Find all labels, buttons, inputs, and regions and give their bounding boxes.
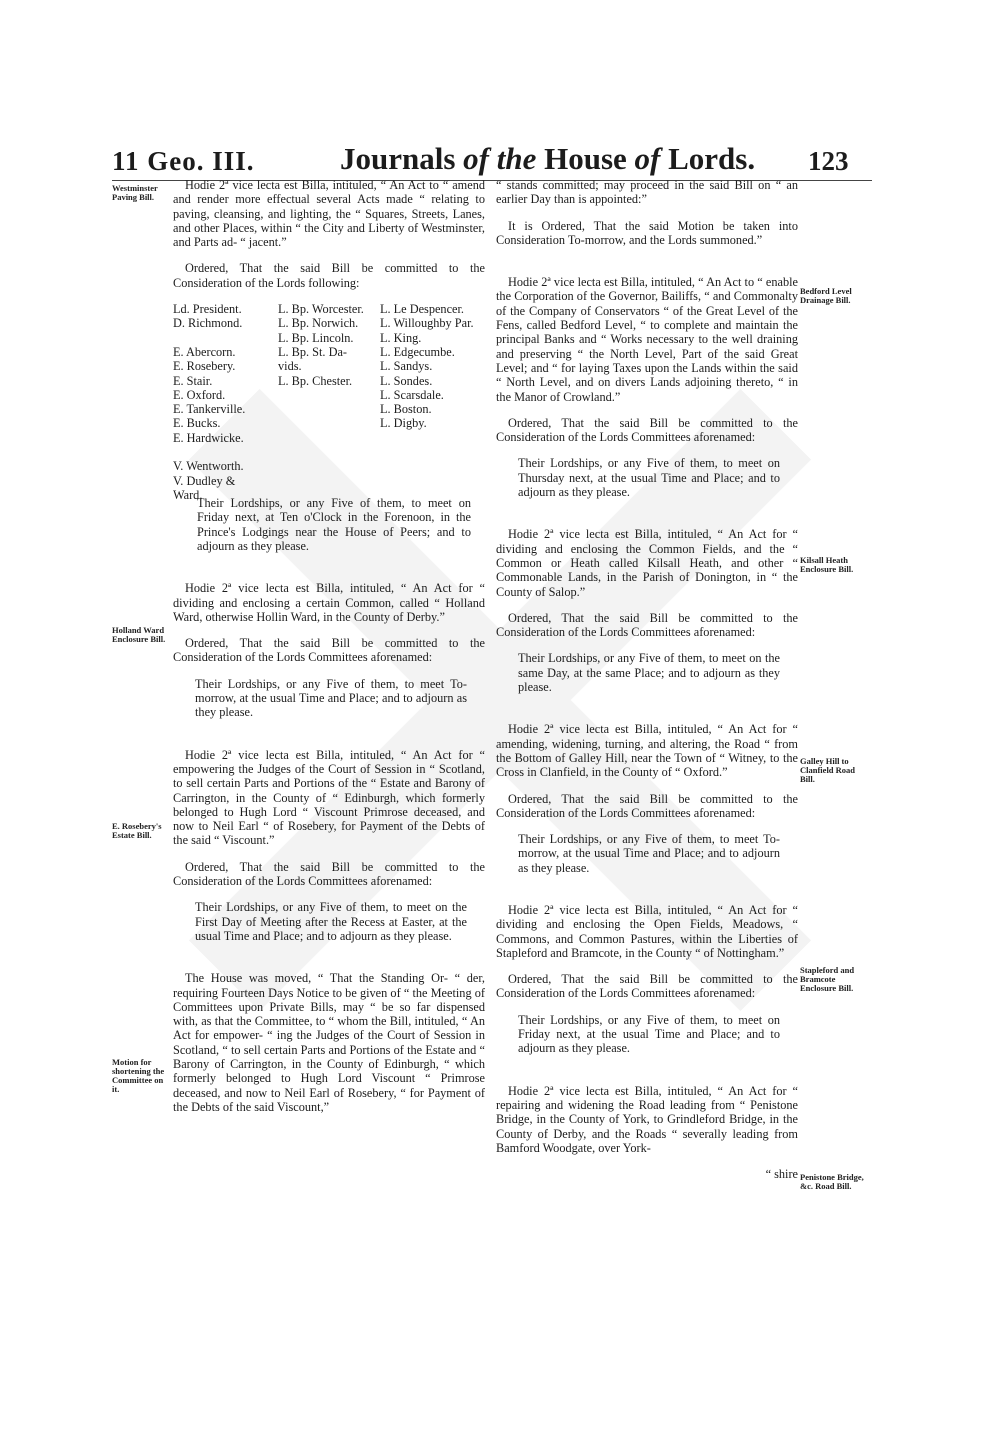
- lords-committee-list: [173, 302, 485, 502]
- margin-note-motion: Motion for shortening the Committee on it.: [112, 1057, 165, 1094]
- page-header: [0, 0, 992, 190]
- margin-note-stapleford: Stapleford and Bramcote Enclosure Bill.: [800, 965, 855, 993]
- lord-name: L. Sandys.: [380, 359, 433, 374]
- lord-name: L. Digby.: [380, 416, 427, 431]
- lords-column-1: [173, 302, 245, 502]
- rosebery-bill-reading: Hodie 2ª vice lecta est Billa, intituled, “ An Act for “ empowering the Judges of the Court of Session in “ Scotland, to sell certain Parts and Portions of the “ Estate and Barony of Carrington, in the County of “ Edinburgh, which formerly belonged to Hugh Lord “ Viscount Primrose deceased, and now to Neil Earl “ of Rosebery, for Payment of the Debts of the said “ Viscount.”: [173, 747, 485, 848]
- page-number: 123: [808, 146, 849, 176]
- penistone-bill-reading: Hodie 2ª vice lecta est Billa, intituled, “ An Act for “ repairing and widening the Road leading from “ Penistone Bridge, in the County of York, to Grindleford Bridge, in the County of Derby, and the Roads “ severally leading from Bamford Woodgate, over York-: [496, 1083, 798, 1155]
- margin-note-galley: Galley Hill to Clanfield Road Bill.: [800, 756, 856, 784]
- lord-name: E. Abercorn.: [173, 344, 236, 359]
- lord-name: vids.: [278, 359, 302, 374]
- motion-order: It is Ordered, That the said Motion be taken into Consideration To-morrow, and the Lords summoned.”: [496, 218, 798, 247]
- bedford-committal-order: Ordered, That the said Bill be committed to the Consideration of the Lords Committees aforenamed:: [496, 415, 798, 445]
- lord-name: [173, 445, 245, 459]
- galley-meeting: Their Lordships, or any Five of them, to meet To-morrow, at the usual Time and Place; and to adjourn as they please.: [518, 832, 780, 875]
- lord-name: E. Oxford.: [173, 387, 226, 402]
- right-column: [496, 178, 798, 1193]
- lord-name: L. Scarsdale.: [380, 387, 444, 402]
- lord-name: E. Rosebery.: [173, 359, 236, 374]
- lord-name: L. Sondes.: [380, 373, 433, 388]
- bedford-bill-reading: Hodie 2ª vice lecta est Billa, intituled, “ An Act to “ enable the Corporation of the Governor, Bailiffs, “ and Commonalty of the Company of Conservators “ of the Great Level of the Fens, called Bedford Level, “ to complete and maintain the principal Banks and “ Works necessary to the well draining and preserving “ the North Level, Part of the said Great Level; and “ for laying Taxes upon the Lands within the said “ North Level, and on divers Lands adjoining thereto, “ in the Manor of Crowland.”: [496, 275, 798, 404]
- left-column: [173, 178, 485, 1126]
- stapleford-committal-order: Ordered, That the said Bill be committed to the Consideration of the Lords Committees aforenamed:: [496, 972, 798, 1001]
- lord-name: E. Stair.: [173, 373, 213, 388]
- catchword: “ shire: [765, 1167, 798, 1182]
- lord-name: V. Wentworth.: [173, 459, 244, 474]
- lord-name: D. Richmond.: [173, 316, 243, 331]
- lord-name: L. Le Despencer.: [380, 302, 464, 317]
- lords-column-2: [278, 302, 364, 388]
- stapleford-meeting: Their Lordships, or any Five of them, to meet on Friday next, at the usual Time and Place; and to adjourn as they please.: [518, 1012, 780, 1056]
- kilsall-bill-reading: Hodie 2ª vice lecta est Billa, intituled, “ An Act for “ dividing and enclosing the Common Fields, and the “ Common or Heath called Kilsall Heath, and other “ Commonable Lands, in the Parish of Donington, in “ the County of Salop.”: [496, 527, 798, 599]
- lord-name: L. Boston.: [380, 402, 432, 417]
- journal-title: Journals of the House of Lords.: [340, 141, 756, 176]
- kilsall-meeting: Their Lordships, or any Five of them, to meet on the same Day, at the same Place; and to adjourn as they please.: [518, 651, 780, 695]
- lord-name: E. Bucks.: [173, 416, 221, 431]
- lord-name: L. Willoughby Par.: [380, 316, 474, 331]
- lord-name: E. Tankerville.: [173, 402, 246, 417]
- bedford-meeting: Their Lordships, or any Five of them, to meet on Thursday next, at the usual Time and Place; and to adjourn as they please.: [518, 456, 780, 500]
- holland-bill-reading: Hodie 2ª vice lecta est Billa, intituled, “ An Act for “ dividing and enclosing a certain Common, called “ Holland Ward, otherwise Hollin Ward, in the County of Derby.”: [173, 581, 485, 624]
- lords-column-3: [380, 302, 474, 431]
- lord-name: Ward.: [173, 487, 203, 502]
- galley-bill-reading: Hodie 2ª vice lecta est Billa, intituled, “ An Act for “ amending, widening, turning, and altering, the Road “ from the Bottom of Galley Hill, near the Town of “ Witney, to the Cross in Clanfield, in the County of “ Oxford.”: [496, 722, 798, 780]
- lord-name: L. King.: [380, 330, 422, 345]
- lord-name: Ld. President.: [173, 302, 242, 317]
- rosebery-committal-order: Ordered, That the said Bill be committed to the Consideration of the Lords Committees aforenamed:: [173, 859, 485, 889]
- lord-name: [173, 331, 245, 345]
- westminster-bill-reading: Hodie 2ª vice lecta est Billa, intituled, “ An Act to “ amend and render more effectual several Acts made “ relating to paving, cleansing, and lighting, the “ Squares, Streets, Lanes, and other Places, within “ the City and Liberty of Westminster, and Parts ad- “ jacent.”: [173, 178, 485, 250]
- margin-note-penistone: Penistone Bridge, &c. Road Bill.: [800, 1172, 864, 1191]
- lord-name: L. Edgecumbe.: [380, 344, 455, 359]
- margin-note-kilsall: Kilsall Heath Enclosure Bill.: [800, 555, 854, 574]
- lord-name: L. Bp. Lincoln.: [278, 330, 354, 345]
- lord-name: E. Hardwicke.: [173, 430, 244, 445]
- galley-committal-order: Ordered, That the said Bill be committed to the Consideration of the Lords Committees aforenamed:: [496, 791, 798, 820]
- margin-note-westminster: Westminster Paving Bill.: [112, 183, 158, 202]
- holland-committal-order: Ordered, That the said Bill be committed to the Consideration of the Lords Committees aforenamed:: [173, 636, 485, 665]
- margin-note-holland: Holland Ward Enclosure Bill.: [112, 625, 166, 644]
- westminster-meeting: Their Lordships, or any Five of them, to meet on Friday next, at Ten o'Clock in the Forenoon, in the Prince's Lodgings near the House of Peers; and to adjourn as they please.: [197, 496, 471, 553]
- lord-name: L. Bp. St. Da-: [278, 344, 347, 359]
- margin-note-rosebery: E. Rosebery's Estate Bill.: [112, 821, 162, 840]
- motion-continuation: “ stands committed; may proceed in the said Bill on “ an earlier Day than is appointed:”: [496, 178, 798, 207]
- lord-name: L. Bp. Norwich.: [278, 316, 359, 331]
- margin-note-bedford: Bedford Level Drainage Bill.: [800, 286, 852, 305]
- standing-order-motion: The House was moved, “ That the Standing Or- “ der, requiring Fourteen Days Notice to be given of “ the Meeting of Committees upon Private Bills, may “ be so far dispensed with, as that the Committee, to “ whom the Bill, intituled, “ An Act for empower- “ ing the Judges of the Court of Session in Scotland, “ to sell certain Parts and Portions of the Estate and “ Barony of Carrington, in the County of Edinburgh, “ which formerly belonged to Hugh Lord Viscount “ Primrose deceased, and now to Neil Earl of Rosebery, “ for Payment of the Debts of the said Viscount,”: [173, 971, 485, 1114]
- lord-name: L. Bp. Worcester.: [278, 302, 364, 317]
- lord-name: L. Bp. Chester.: [278, 373, 353, 388]
- regnal-year: 11 Geo. III.: [112, 146, 255, 176]
- kilsall-committal-order: Ordered, That the said Bill be committed to the Consideration of the Lords Committees aforenamed:: [496, 610, 798, 640]
- holland-meeting: Their Lordships, or any Five of them, to meet To-morrow, at the usual Time and Place; and to adjourn as they please.: [195, 676, 467, 720]
- westminster-committal-order: Ordered, That the said Bill be committed to the Consideration of the Lords following:: [173, 261, 485, 290]
- lord-name: V. Dudley &: [173, 473, 236, 488]
- rosebery-meeting: Their Lordships, or any Five of them, to meet on the First Day of Meeting after the Recess at Easter, at the usual Time and Place; and to adjourn as they please.: [195, 900, 467, 943]
- stapleford-bill-reading: Hodie 2ª vice lecta est Billa, intituled, “ An Act for “ dividing and enclosing the Open Fields, Meadows, “ Commons, and Common Pastures, within the Liberties of Stapleford and Bramcote, in the County “ of Nottingham.”: [496, 902, 798, 960]
